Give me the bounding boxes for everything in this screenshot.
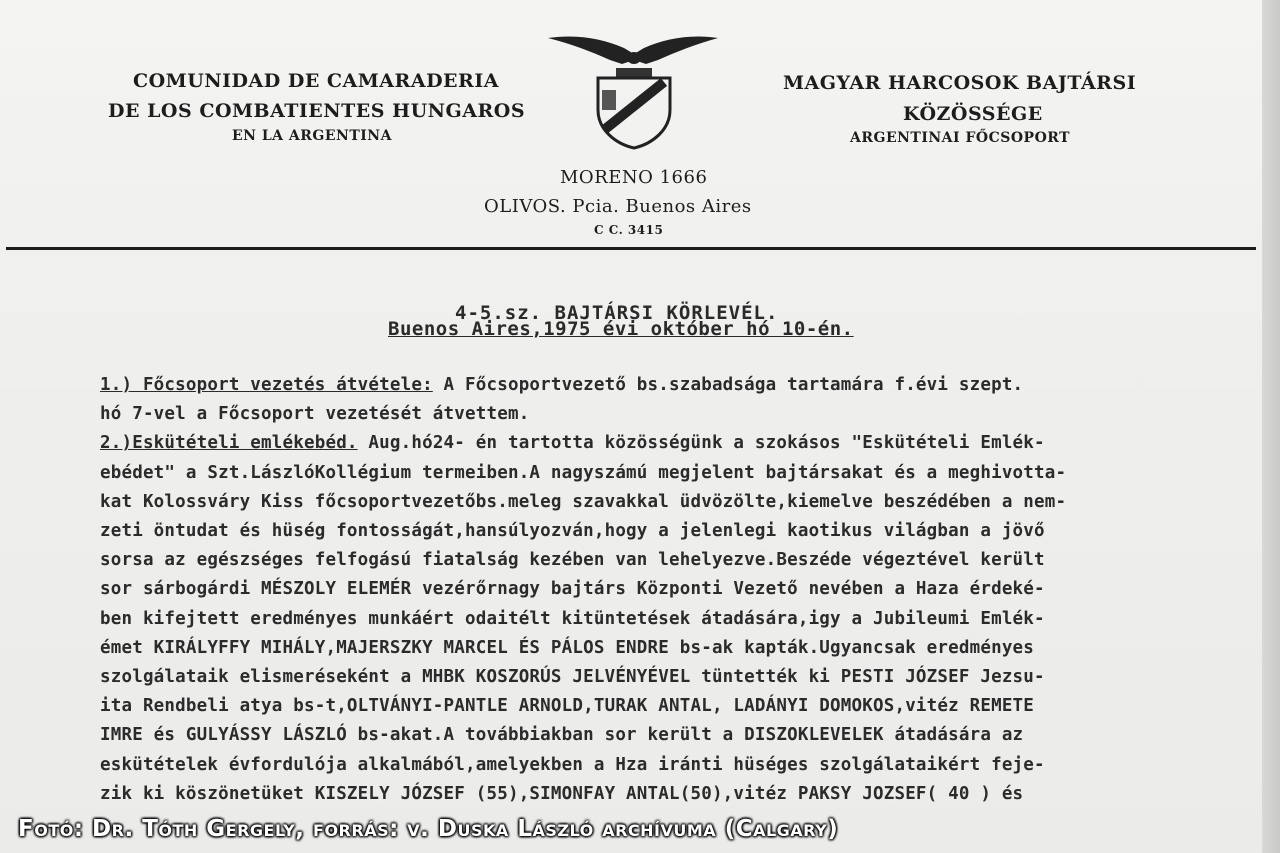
- line-text: zeti öntudat és hüség fontosságát,hansúlyozván,hogy a jelenlegi kaotikus világban a jövő: [100, 521, 1045, 541]
- line-text: ben kifejtett eredményes munkáért odaitélt kitüntetések átadására,igy a Jubileumi Emlék-: [100, 608, 1045, 629]
- address-postbox: C C. 3415: [594, 223, 664, 237]
- letter-line: [100, 755, 1045, 775]
- line-text: szolgálataik elismeréseként a MHBK KOSZORÚS JELVÉNYÉVEL tüntették ki PESTI JÓZSEF Jezsu-: [100, 667, 1045, 687]
- org-name-hungarian-line2: KÖZÖSSÉGE: [903, 103, 1043, 125]
- letter-line: [100, 725, 1023, 745]
- line-text: kat Kolossváry Kiss főcsoportvezetőbs.meleg szavakkal üdvözölte,kiemelve beszédében a nem-: [100, 491, 1067, 512]
- letter-line: [100, 784, 1023, 804]
- header-divider: [6, 247, 1256, 250]
- letter-line: [100, 579, 1045, 599]
- line-text: zik ki köszönetüket KISZELY JÓZSEF (55),SIMONFAY ANTAL(50),vitéz PAKSY JOZSEF( 40 ) és: [100, 783, 1024, 804]
- letter-line: [100, 696, 1034, 716]
- letter-line: [100, 521, 1045, 541]
- photo-credit: Fotó: Dr. Tóth Gergely, forrás: v. Duska László archívuma (Calgary): [18, 816, 839, 842]
- eagle-shield-icon: [546, 30, 722, 150]
- paper-edge: [1262, 0, 1280, 853]
- letter-line: [100, 433, 1045, 453]
- org-name-hungarian-line3: ARGENTINAI FŐCSOPORT: [850, 130, 1071, 146]
- line-text: A Főcsoportvezető bs.szabadsága tartamára f.évi szept.: [432, 375, 1024, 395]
- line-text: émet KIRÁLYFFY MIHÁLY,MAJERSZKY MARCEL ÉS PÁLOS ENDRE bs-ak kapták.Ugyancsak eredményes: [100, 637, 1035, 658]
- letter-line: [100, 667, 1045, 687]
- line-text: ebédet" a Szt.LászlóKollégium termeiben.A nagyszámú megjelent bajtársakat és a meghivotta-: [100, 462, 1067, 483]
- letter-line: [100, 375, 1023, 395]
- line-text: sor sárbogárdi MÉSZOLY ELEMÉR vezérőrnagy bajtárs Központi Vezető nevében a Haza érdeké-: [100, 579, 1045, 600]
- org-name-spanish-line3: EN LA ARGENTINA: [232, 128, 392, 144]
- line-text: sorsa az egészséges felfogású fiatalság kezében van lehelyezve.Beszéde végeztével került: [100, 550, 1045, 571]
- line-text: IMRE és GULYÁSSY LÁSZLÓ bs-akat.A továbbiakban sor került a DISZOKLEVELEK átadására az: [100, 725, 1024, 746]
- line-text: hó 7-vel a Főcsoport vezetését átvettem.: [100, 404, 530, 425]
- org-name-spanish-line2: DE LOS COMBATIENTES HUNGAROS: [108, 100, 526, 122]
- line-text: ita Rendbeli atya bs-t,OLTVÁNYI-PANTLE ARNOLD,TURAK ANTAL, LADÁNYI DOMOKOS,vitéz REMETE: [100, 696, 1035, 717]
- letter-line: [100, 638, 1034, 658]
- address-city: OLIVOS. Pcia. Buenos Aires: [484, 196, 752, 217]
- line-text: Aug.hó24- én tartotta közösségünk a szokásos "Eskütételi Emlék-: [357, 433, 1045, 454]
- section-heading: 1.) Főcsoport vezetés átvétele:: [100, 375, 433, 395]
- org-name-spanish-line1: COMUNIDAD DE CAMARADERIA: [133, 70, 499, 92]
- letter-line: [100, 550, 1045, 570]
- letter-line: [100, 609, 1045, 629]
- letter-date: Buenos Aires,1975 évi október hó 10-én.: [388, 318, 854, 340]
- letter-line: [100, 492, 1066, 512]
- letter-title: 4-5.sz. BAJTÁRSI KÖRLEVÉL.: [455, 302, 779, 324]
- letter-line: [100, 404, 529, 424]
- section-heading: 2.)Eskütételi emlékebéd.: [100, 433, 358, 454]
- address-street: MORENO 1666: [560, 167, 708, 188]
- org-name-hungarian-line1: MAGYAR HARCOSOK BAJTÁRSI: [783, 72, 1137, 94]
- line-text: eskütételek évfordulója alkalmából,amelyekben a Hza iránti hüséges szolgálataikért feje-: [100, 754, 1045, 775]
- letter-line: [100, 463, 1066, 483]
